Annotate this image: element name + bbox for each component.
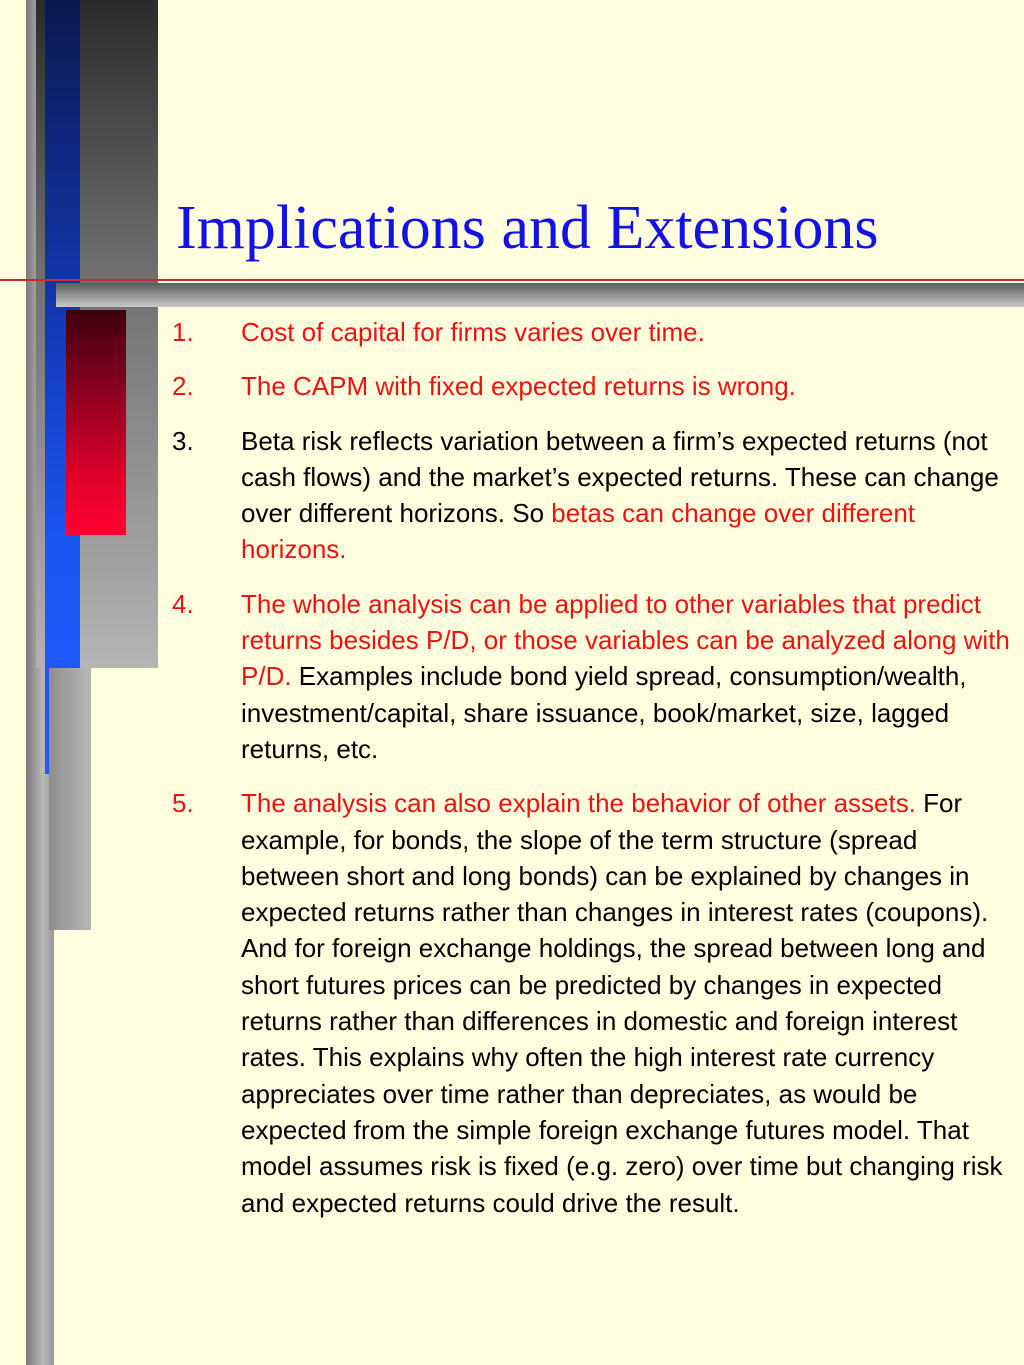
slide-title: Implications and Extensions [176, 194, 879, 262]
title-gray-rule [56, 283, 1024, 307]
decorative-gray-bar-lower [49, 668, 91, 930]
list-item [172, 368, 1020, 404]
item-red-text: The whole analysis can be applied to other variables that predict returns besides P/D, or those variables can be analyzed along with P/D. [241, 588, 1010, 692]
item-red-text: Cost of capital for firms varies over time. [241, 317, 705, 347]
decorative-red-bar [66, 310, 126, 535]
item-red-text: The analysis can also explain the behavior of other assets. [241, 788, 924, 819]
list-item [172, 785, 1020, 1221]
item-number: 5. [172, 788, 194, 819]
item-black-text: Examples include bond yield spread, consumption/wealth, investment/capital, share issuance, book/market, size, lagged returns, etc. [241, 661, 967, 764]
item-number: 4. [172, 588, 194, 619]
title-red-rule [0, 279, 1024, 281]
item-red-text: The CAPM with fixed expected returns is wrong. [241, 371, 796, 402]
list-item [172, 586, 1020, 767]
item-black-text: Beta risk reflects variation between a firm’s expected returns (not cash flows) and the market’s expected returns. These can change over different horizons. So [241, 425, 999, 529]
item-number: 1. [172, 317, 194, 347]
item-black-text: For example, for bonds, the slope of the term structure (spread between short and long bonds) can be explained by changes in expected returns rather than changes in interest rates (coupons). And for foreign exchange holdings, the spread between long and short futures prices can be predicted by changes in expected returns rather than differences in domestic and foreign interest rates. This explains why often the high interest rate currency appreciates over time rather than depreciates, as would be expected from the simple foreign exchange futures model. That model assumes risk is fixed (e.g. zero) over time but changing risk and expected returns could drive the result. [241, 788, 1003, 1218]
list-item [172, 423, 1020, 568]
item-number: 2. [172, 371, 194, 402]
numbered-list [172, 314, 1020, 1239]
item-number: 3. [172, 425, 194, 456]
item-red-text: betas can change over different horizons. [241, 498, 916, 565]
list-item [172, 314, 1020, 350]
